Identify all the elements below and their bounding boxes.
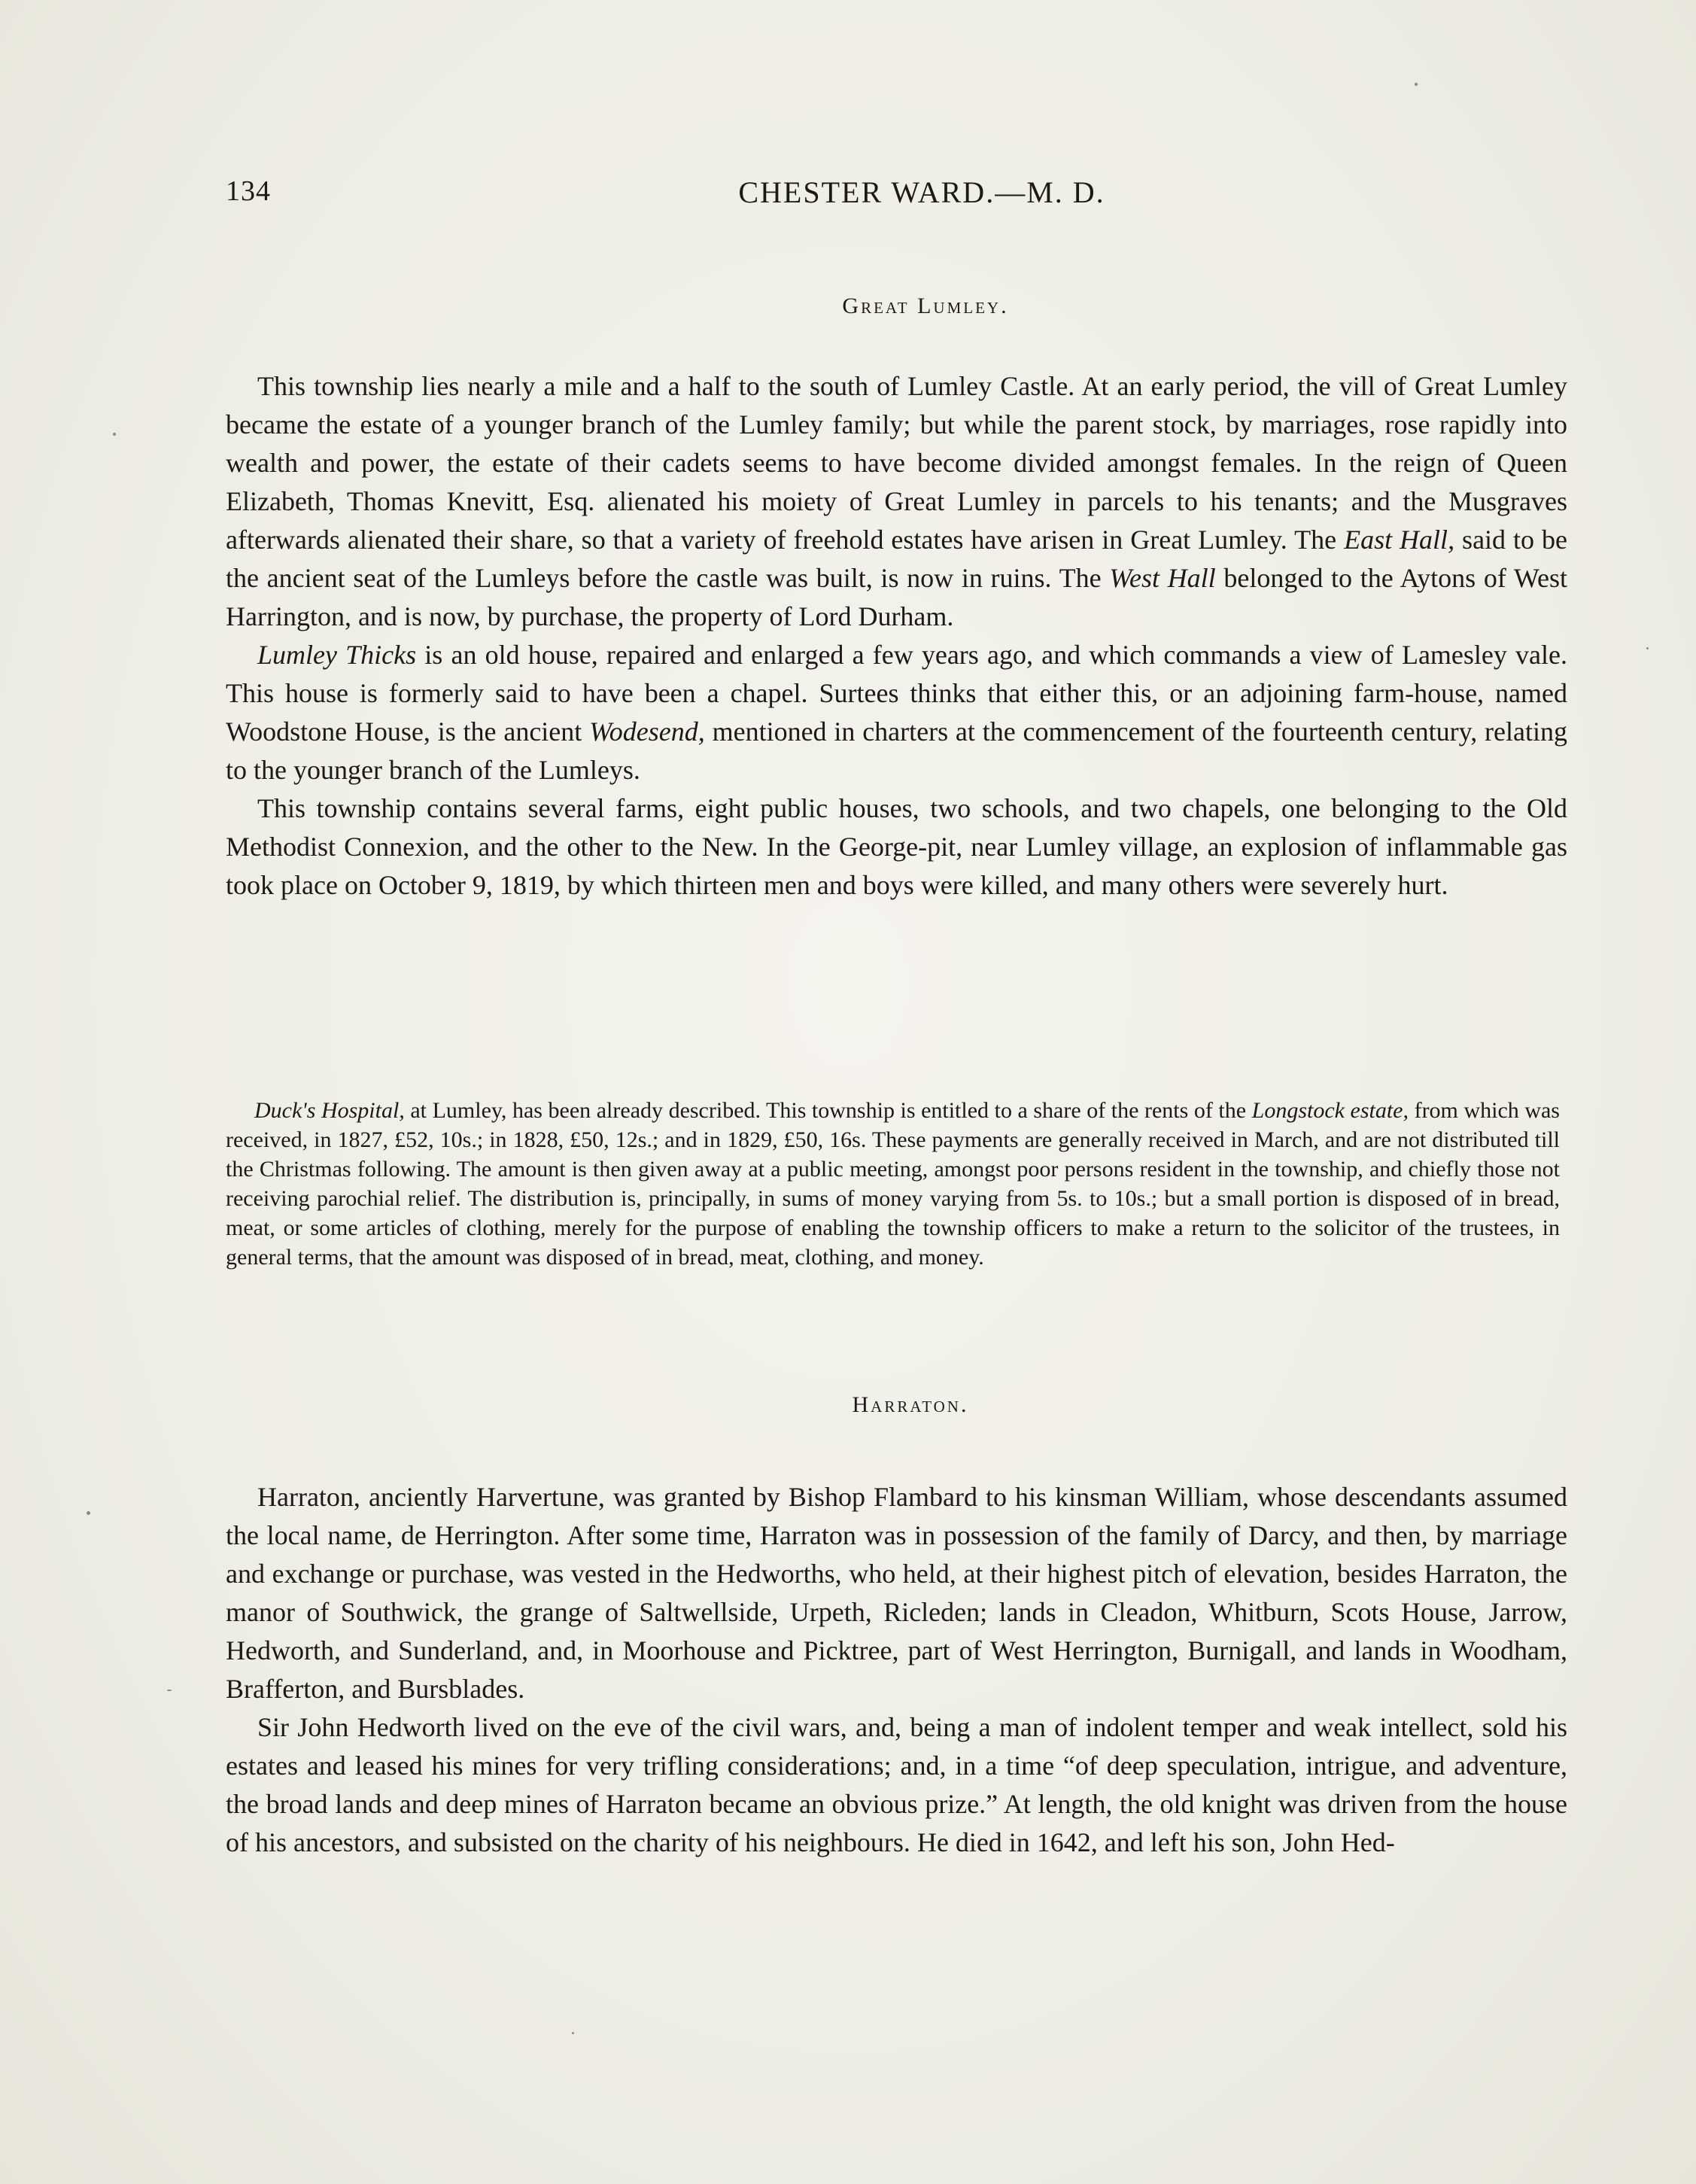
italic-place-name: East Hall,	[1344, 525, 1455, 555]
paragraph: Harraton, anciently Harvertune, was granted by Bishop Flambard to his kinsman William, whose descendants assumed the local name, de Herrington. After some time, Harraton was in possession of the family of Darcy, and then, by marriage and exchange or purchase, was vested in the Hedworths, who held, at their highest pitch of elevation, besides Harraton, the manor of Southwick, the grange of Saltwellside, Urpeth, Ricleden; lands in Cleadon, Whitburn, Scots House, Jarrow, Hedworth, and Sunderland, and, in Moorhouse and Picktree, part of West Herrington, Burnigall, and lands in Woodham, Brafferton, and Bursblades.	[226, 1482, 1567, 1704]
note-paragraph	[226, 1096, 1560, 1272]
italic-place-name: Longstock estate,	[1251, 1098, 1409, 1123]
italic-place-name: Duck's Hospital,	[254, 1098, 405, 1123]
harraton-body	[226, 1478, 1567, 1862]
section-heading-harraton: Harraton.	[852, 1392, 969, 1417]
paper-speck	[1415, 83, 1418, 86]
page-number: 134	[226, 175, 271, 207]
section-heading-great-lumley: Great Lumley.	[842, 294, 1009, 318]
great-lumley-body	[226, 367, 1567, 905]
paragraph	[226, 636, 1567, 789]
paper-speck	[572, 2032, 574, 2034]
text-run: said to be the ancient seat of the Lumleys before the castle was built, is now in ruins. The	[226, 525, 1567, 593]
paper-speck	[167, 1690, 172, 1691]
page-header	[226, 175, 1565, 220]
italic-place-name: Wodesend,	[589, 716, 705, 747]
text-run: from which was received, in 1827, £52, 10s.; in 1828, £50, 12s.; and in 1829, £50, 16s. These payments are generally received in March, and are not distributed till the Christmas following. The amount is then given away at a public meeting, amongst poor persons resident in the township, and chiefly those not receiving parochial relief. The distribution is, principally, in sums of money varying from 5s. to 10s.; but a small portion is disposed of in bread, meat, or some articles of clothing, merely for the purpose of enabling the township officers to make a return to the solicitor of the trustees, in general terms, that the amount was disposed of in bread, meat, clothing, and money.	[226, 1098, 1560, 1270]
italic-place-name: Lumley Thicks	[257, 640, 417, 670]
text-run: at Lumley, has been already described. This township is entitled to a share of the rents of the	[404, 1098, 1252, 1123]
text-run: This township lies nearly a mile and a half to the south of Lumley Castle. At an early period, the vill of Great Lumley became the estate of a younger branch of the Lumley family; but while the parent stock, by marriages, rose rapidly into wealth and power, the estate of their cadets seems to have become divided amongst females. In the reign of Queen Elizabeth, Thomas Knevitt, Esq. alienated his moiety of Great Lumley in parcels to his tenants; and the Musgraves afterwards alienated their share, so that a variety of freehold estates have arisen in Great Lumley. The	[226, 371, 1567, 555]
paragraph: This township contains several farms, eight public houses, two schools, and two chapels, one belonging to the Old Methodist Connexion, and the other to the New. In the George-pit, near Lumley village, an explosion of inflammable gas took place on October 9, 1819, by which thirteen men and boys were killed, and many others were severely hurt.	[226, 793, 1567, 900]
charity-note	[226, 1096, 1560, 1272]
paper-speck	[113, 433, 116, 436]
italic-place-name: West Hall	[1109, 563, 1216, 593]
paper-speck	[87, 1511, 90, 1515]
paragraph	[226, 367, 1567, 636]
text-run: mentioned in charters at the commencement of the fourteenth century, relating to the younger branch of the Lumleys.	[226, 716, 1567, 785]
running-head: CHESTER WARD.—M. D.	[738, 175, 1105, 209]
text-run: is an old house, repaired and enlarged a few years ago, and which commands a view of Lamesley vale. This house is formerly said to have been a chapel. Surtees thinks that either this, or an adjoining farm-house, named Woodstone House, is the ancient	[226, 640, 1568, 747]
paragraph: Sir John Hedworth lived on the eve of the civil wars, and, being a man of indolent temper and weak intellect, sold his estates and leased his mines for very trifling considerations; and, in a time “of deep speculation, intrigue, and adventure, the broad lands and deep mines of Harraton became an obvious prize.” At length, the old knight was driven from the house of his ancestors, and subsisted on the charity of his neighbours. He died in 1642, and left his son, John Hed-	[226, 1712, 1567, 1857]
paper-speck	[1646, 647, 1649, 649]
text-run: belonged to the Aytons of West Harrington, and is now, by purchase, the property of Lord Durham.	[226, 563, 1567, 631]
